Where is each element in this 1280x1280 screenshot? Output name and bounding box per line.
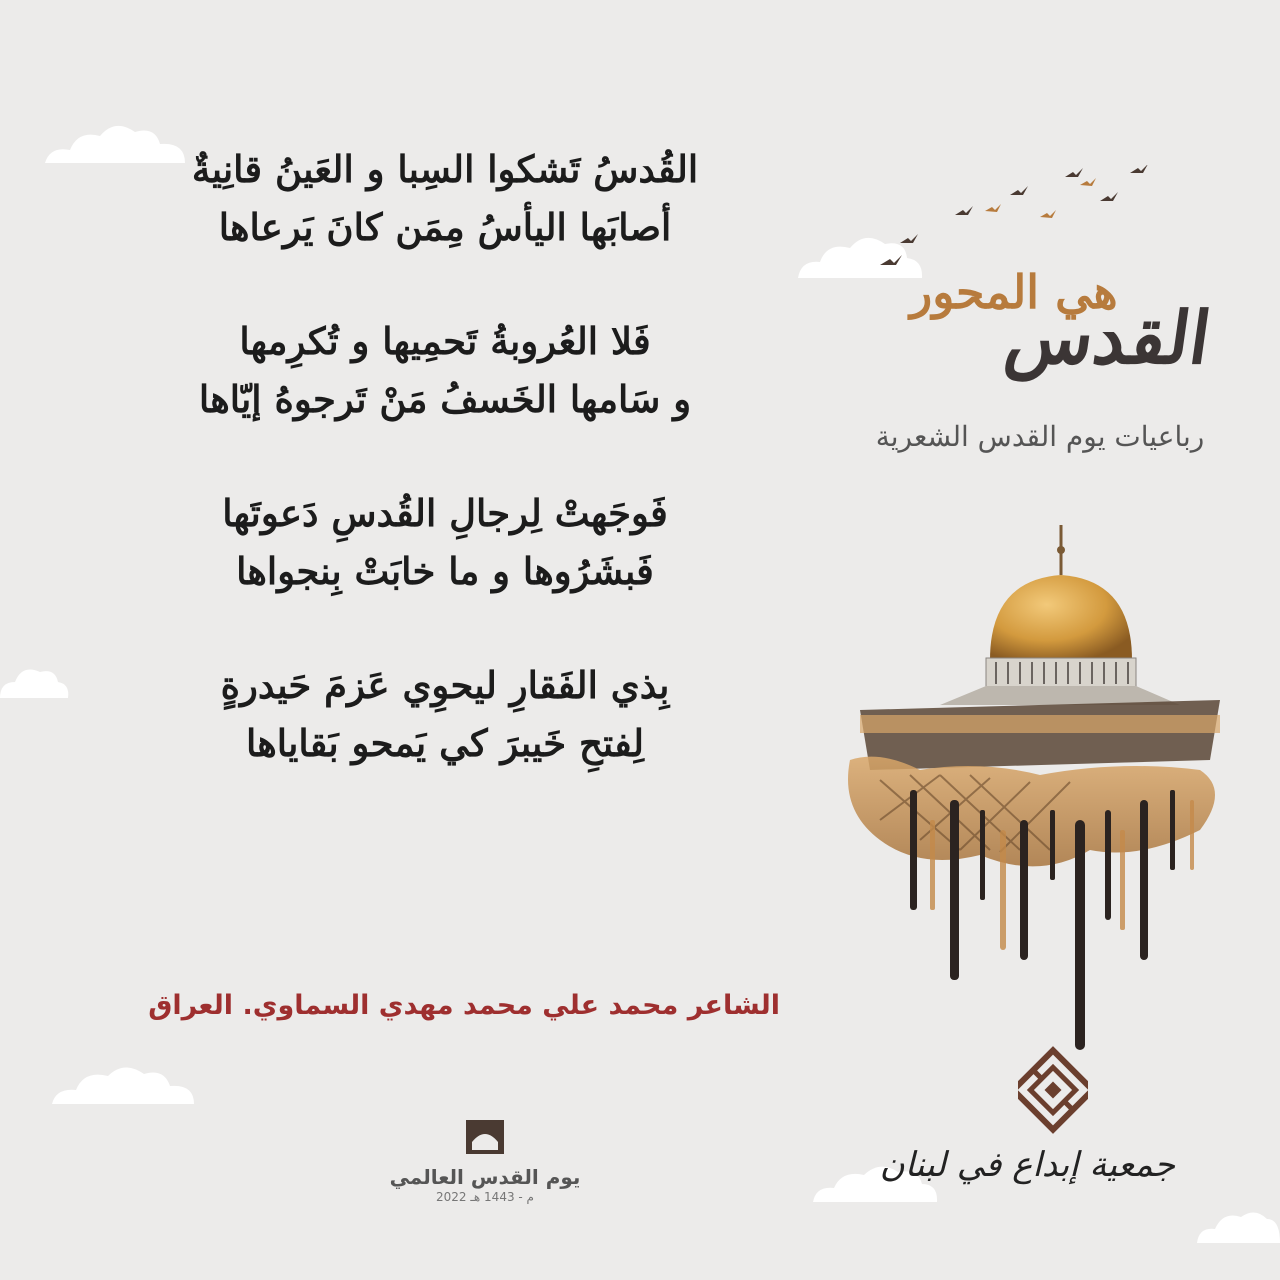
- verse: القُدسُ تَشكوا السِبا و العَينُ قانِيةٌ: [191, 147, 699, 191]
- kufic-emblem-icon: [1018, 1045, 1088, 1135]
- cloud-mid-left: [0, 660, 70, 700]
- verse: فَوجَهتْ لِرجالِ القُدسِ دَعوتَها: [222, 491, 668, 535]
- stanza: [150, 140, 740, 256]
- main-title-accent: هي المحور: [910, 265, 1118, 319]
- quds-day-title: يوم القدس العالمي: [389, 1165, 581, 1189]
- cloud-far-right: [1195, 1205, 1280, 1245]
- poem: [150, 140, 740, 772]
- verse: أصابَها اليأسُ مِمَن كانَ يَرعاها: [218, 205, 672, 249]
- dome-of-the-rock-illustration: [840, 520, 1240, 1060]
- stanza: [150, 656, 740, 772]
- verse: فَلا العُروبةُ تَحمِيها و تُكرِمها: [239, 319, 651, 363]
- dome-emblem-icon: [464, 1118, 506, 1156]
- verse: فَبشَرُوها و ما خابَتْ بِنجواها: [236, 549, 654, 593]
- organization-name: جمعية إبداع في لبنان: [879, 1145, 1175, 1185]
- stanza: [150, 484, 740, 600]
- verse: بِذي الفَقارِ ليحوِي عَزمَ حَيدرةٍ: [220, 663, 670, 707]
- main-title: [840, 255, 1240, 405]
- main-title-text: القدس: [999, 295, 1216, 380]
- poet-credit: الشاعر محمد علي محمد مهدي السماوي. العراق: [148, 990, 780, 1021]
- subtitle: رباعيات يوم القدس الشعرية: [875, 420, 1205, 453]
- stanza: [150, 312, 740, 428]
- cloud-bottom-left: [48, 1060, 198, 1108]
- verse: و سَامها الخَسفُ مَنْ تَرجوهُ إيّاها: [198, 377, 692, 421]
- verse: لِفتحِ خَيبرَ كي يَمحو بَقاياها: [246, 721, 644, 765]
- quds-day-date: 2022 م - 1443 هـ: [436, 1190, 534, 1204]
- quds-day-logo: [370, 1118, 600, 1204]
